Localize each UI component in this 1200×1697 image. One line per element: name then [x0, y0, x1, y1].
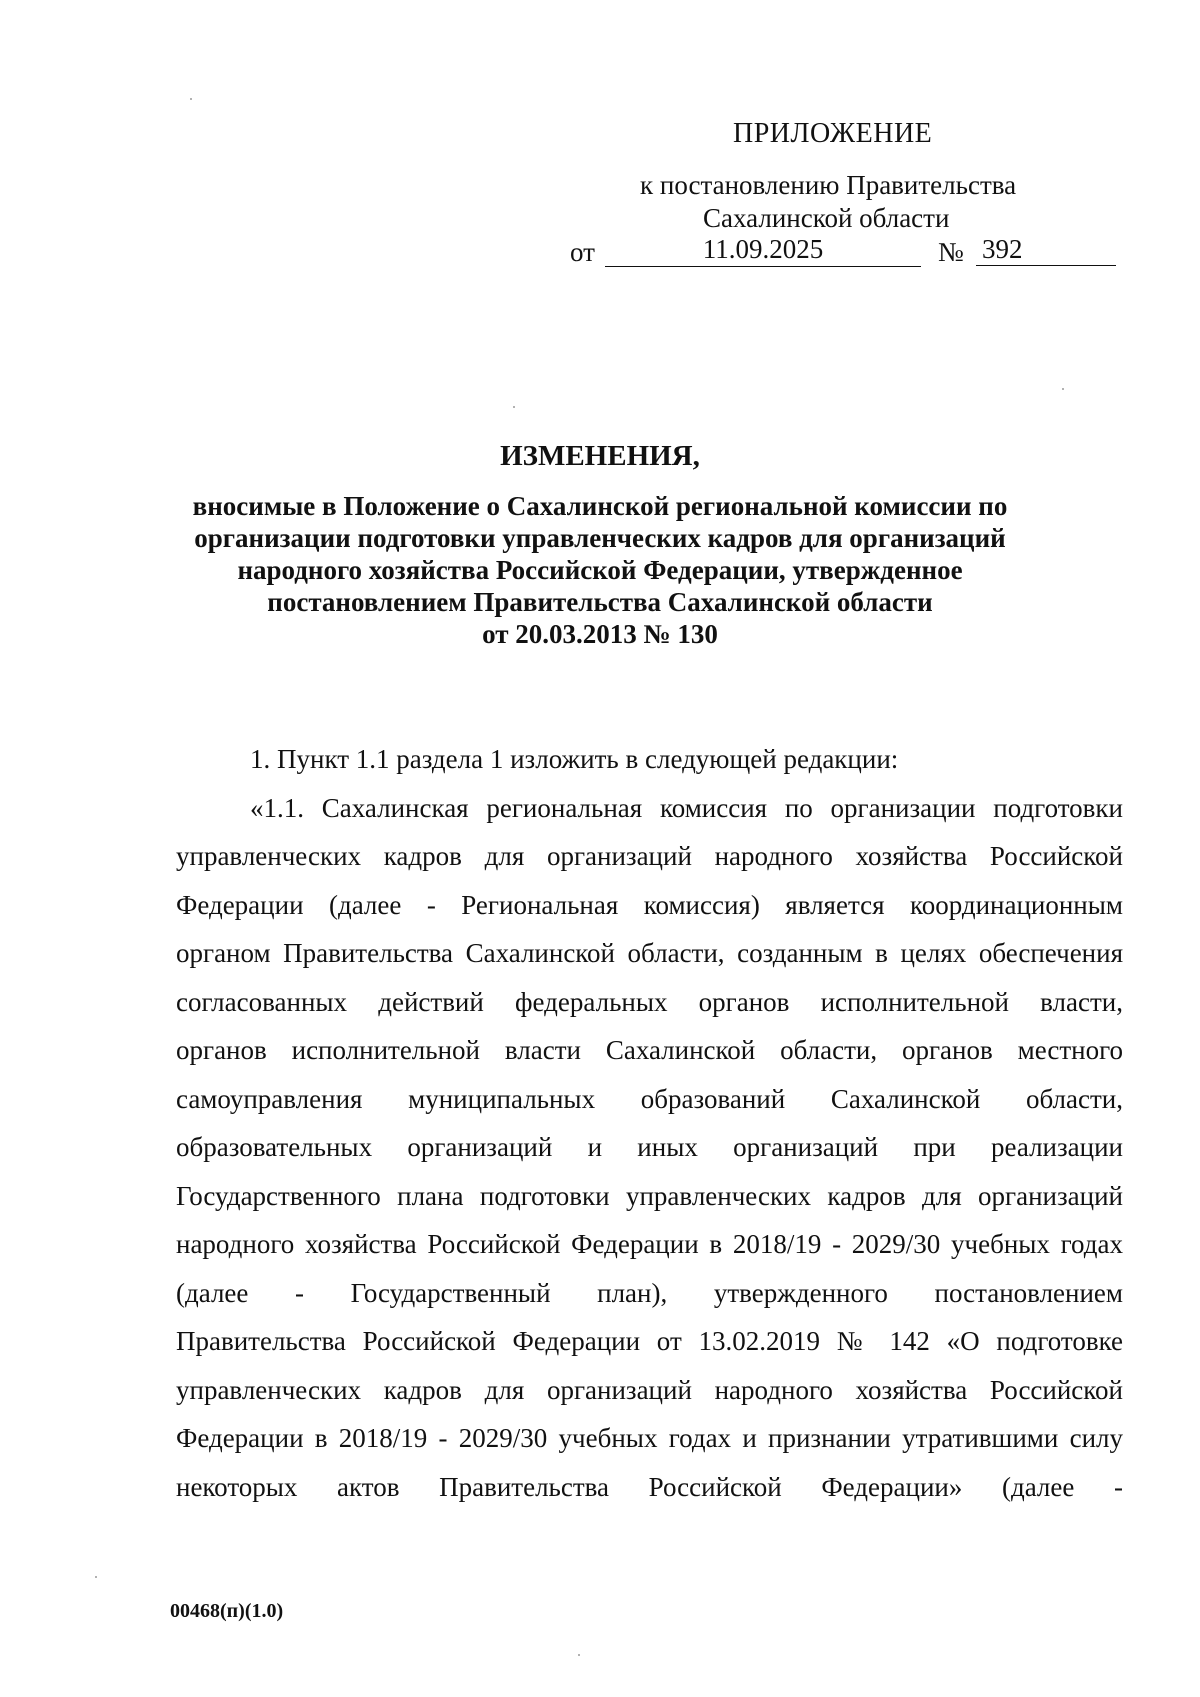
footer-form-code: 00468(п)(1.0): [170, 1600, 284, 1622]
body-line: (далее - Государственный план), утвержденного постановлением: [176, 1277, 1123, 1308]
scan-speck: [1062, 388, 1064, 390]
scan-speck: [95, 1576, 97, 1578]
scan-speck: [578, 1654, 580, 1656]
body-line: некоторых актов Правительства Российской Федерации» (далее -: [176, 1471, 1123, 1502]
subheading-line: вносимые в Положение о Сахалинской региональной комиссии по: [192, 491, 1008, 521]
body-line: согласованных действий федеральных органов исполнительной власти,: [176, 986, 1123, 1017]
body-line: Правительства Российской Федерации от 13.02.2019 № 142 «О подготовке: [176, 1326, 1123, 1356]
subheading-line: народного хозяйства Российской Федерации, утвержденное: [237, 555, 963, 585]
document-subheading: [150, 490, 1050, 650]
body-line: образовательных организаций и иных организаций при реализации: [176, 1132, 1123, 1162]
subheading-line: организации подготовки управленческих кадров для организаций: [194, 523, 1006, 553]
scan-speck: [190, 98, 192, 100]
item-1-paragraph: 1. Пункт 1.1 раздела 1 изложить в следующей редакции:: [250, 744, 899, 774]
body-line: Федерации в 2018/19 - 2029/30 учебных годах и признании утратившими силу: [176, 1423, 1123, 1453]
appendix-region-line: Сахалинской области: [703, 203, 950, 233]
body-line: «1.1. Сахалинская региональная комиссия по организации подготовки: [250, 792, 1123, 823]
from-label: от: [570, 237, 595, 267]
document-body: [176, 735, 1123, 1511]
body-line: органом Правительства Сахалинской области, созданным в целях обеспечения: [176, 938, 1123, 968]
body-line: народного хозяйства Российской Федерации в 2018/19 - 2029/30 учебных годах: [176, 1229, 1123, 1259]
appendix-reference-line: к постановлению Правительства: [640, 170, 1017, 200]
body-line: органов исполнительной власти Сахалинской области, органов местного: [176, 1035, 1123, 1065]
resolution-date: 11.09.2025: [605, 234, 921, 267]
resolution-number: 392: [976, 234, 1116, 266]
scan-speck: [513, 406, 515, 408]
document-heading: ИЗМЕНЕНИЯ,: [500, 440, 700, 472]
appendix-title: ПРИЛОЖЕНИЕ: [733, 118, 933, 149]
number-label: №: [938, 237, 964, 267]
body-line: самоуправления муниципальных образований Сахалинской области,: [176, 1083, 1123, 1114]
body-line: управленческих кадров для организаций народного хозяйства Российской: [176, 1374, 1123, 1405]
body-line: управленческих кадров для организаций народного хозяйства Российской: [176, 841, 1123, 871]
body-line: Государственного плана подготовки управленческих кадров для организаций: [176, 1180, 1123, 1211]
appendix-date-number-row: [570, 234, 1120, 274]
body-line: Федерации (далее - Региональная комиссия) является координационным: [176, 889, 1123, 920]
subheading-line: постановлением Правительства Сахалинской области: [267, 587, 933, 617]
subheading-line: от 20.03.2013 № 130: [482, 619, 718, 649]
